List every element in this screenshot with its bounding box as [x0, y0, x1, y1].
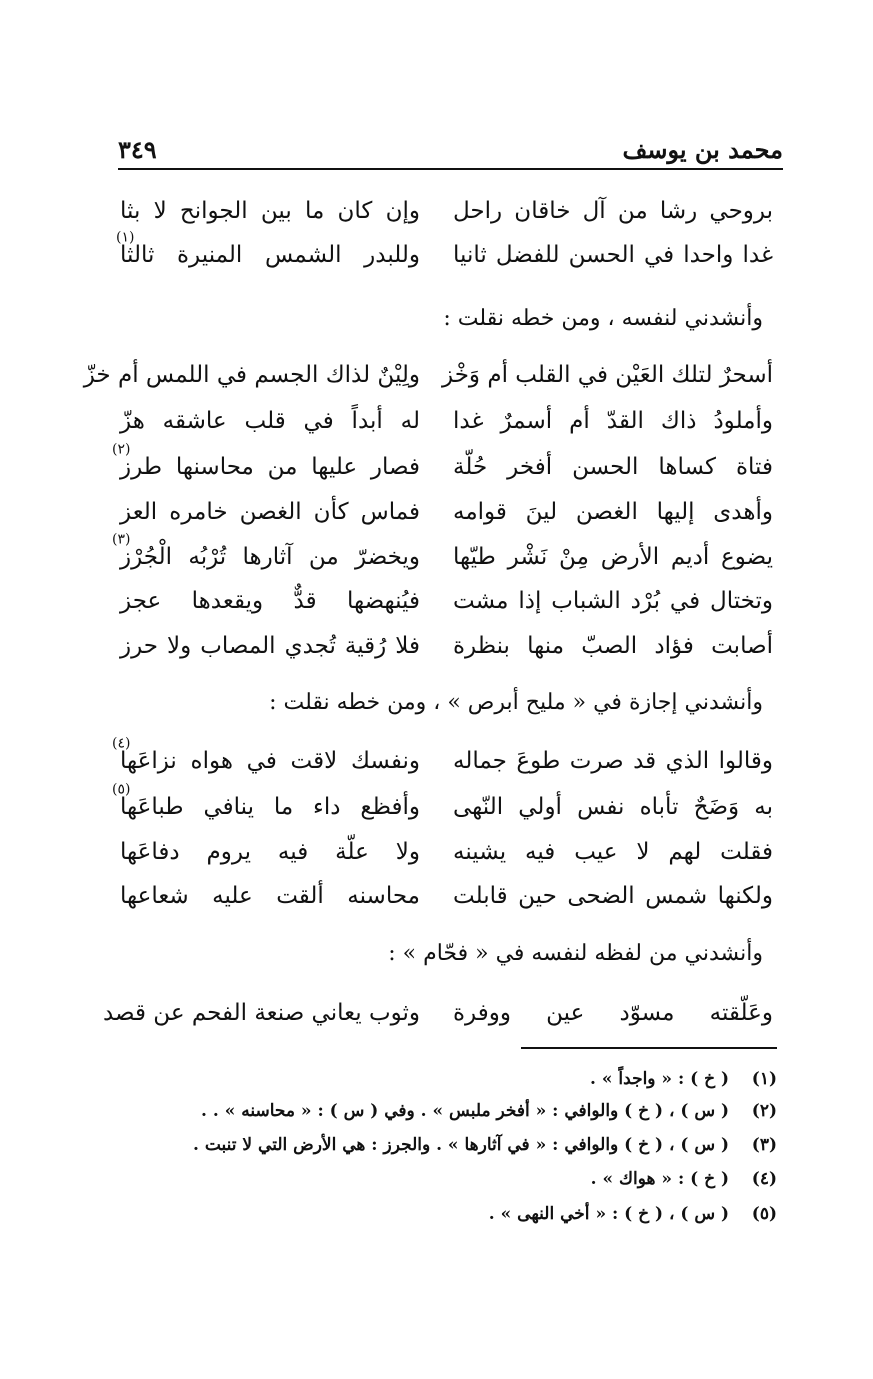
footnote [201, 1100, 777, 1122]
footnote-number: (٥) [751, 1204, 777, 1224]
footnote-separator [521, 1047, 777, 1049]
footnote [193, 1134, 777, 1156]
footnote-marker: (٤) [112, 735, 131, 752]
footnote-text: ( س ) ، ( خ ) والوافي : « في آثارها » . والجرز : هي الأرض التي لا تنبت . [192, 1135, 730, 1155]
verse-right-hemistich: وقالوا الذي قد صرت طوعَ جماله [453, 748, 773, 774]
verse-right-hemistich: به وَضَحٌ تأباه نفس أولي النّهى [453, 794, 773, 820]
footnote-marker: (٣) [112, 531, 131, 548]
footnote-text: ( خ ) : « واجداً » . [590, 1069, 730, 1089]
verse-right-hemistich: غدا واحدا في الحسن للفضل ثانيا [453, 242, 773, 268]
running-header [118, 128, 783, 170]
footnote [489, 1203, 777, 1225]
verse-left-hemistich: فماس كأن الغصن خامره العز [120, 499, 420, 525]
verse-left-hemistich: وإن كان ما بين الجوانح لا بثا [120, 198, 420, 224]
verse-right-hemistich: أصابت فؤاد الصبّ منها بنظرة [453, 633, 773, 659]
verse-right-hemistich: وأملودُ ذاك القدّ أم أسمرٌ غدا [453, 408, 773, 434]
verse-right-hemistich: وأهدى إليها الغصن لينَ قوامه [453, 499, 773, 525]
verse-right-hemistich: فقلت لهم لا عيب فيه يشينه [453, 839, 773, 865]
poem-intro: وأنشدني من لفظه لنفسه في « فحّام » : [388, 941, 763, 966]
verse-left-hemistich: ولا علّة فيه يروم دفاعَها [120, 839, 420, 865]
poem-intro: وأنشدني إجازة في « مليح أبرص » ، ومن خطه نقلت : [269, 690, 763, 715]
verse-left-hemistich: ونفسك لاقت في هواه نزاعَها [120, 748, 420, 774]
footnote-marker: (٢) [112, 441, 131, 458]
verse-right-hemistich: وتختال في بُرْد الشباب إذا مشت [453, 588, 773, 614]
verse-left-hemistich: وأفظع داء ما ينافي طباعَها [120, 794, 420, 820]
verse-left-hemistich: فصار عليها من محاسنها طرز [120, 454, 420, 480]
verse-right-hemistich: أسحرٌ لتلك العَيْن في القلب أم وَخْز [442, 362, 773, 388]
verse-left-hemistich: محاسنه ألقت عليه شعاعها [120, 883, 420, 909]
footnote-text: ( س ) ، ( خ ) والوافي : « أفخر ملبس » . وفي ( س ) : « محاسنه » . . [201, 1101, 730, 1121]
verse-right-hemistich: وعَلّقته مسوّد عين ووفرة [453, 1000, 773, 1026]
verse-right-hemistich: بروحي رشا من آل خاقان راحل [453, 198, 773, 224]
running-title: محمد بن يوسف [622, 135, 783, 164]
verse-left-hemistich: ويخضرّ من آثارها تُرْبُه الْجُرْز [120, 544, 420, 570]
verse-right-hemistich: فتاة كساها الحسن أفخر حُلّة [453, 454, 773, 480]
verse-left-hemistich: فيُنهضها قدٌّ ويقعدها عجز [120, 588, 420, 614]
verse-left-hemistich: له أبداً في قلب عاشقه هزّ [120, 408, 420, 434]
footnote-number: (٣) [751, 1135, 777, 1155]
page-number: ٣٤٩ [118, 135, 157, 164]
verse-left-hemistich: وثوب يعاني صنعة الفحم عن قصد [102, 1000, 420, 1026]
verse-right-hemistich: يضوع أديم الأرض مِنْ نَشْر طيّها [453, 544, 773, 570]
footnote-text: ( س ) ، ( خ ) : « أخي النهى » . [488, 1204, 730, 1224]
verse-left-hemistich: وللبدر الشمس المنيرة ثالثا [120, 242, 420, 268]
footnote-marker: (١) [116, 229, 135, 246]
verse-left-hemistich: ولِيْنٌ لذاك الجسم في اللمس أم خزّ [83, 362, 420, 388]
verse-left-hemistich: فلا رُقية تُجدي المصاب ولا حرز [120, 633, 420, 659]
verse-right-hemistich: ولكنها شمس الضحى حين قابلت [453, 883, 773, 909]
poem-intro: وأنشدني لنفسه ، ومن خطه نقلت : [443, 306, 763, 331]
footnote-number: (١) [751, 1069, 777, 1089]
footnote [591, 1168, 777, 1190]
footnote-text: ( خ ) : « هواك » . [590, 1169, 730, 1189]
footnote [590, 1068, 777, 1090]
footnote-number: (٢) [751, 1101, 777, 1121]
footnote-number: (٤) [751, 1169, 777, 1189]
footnote-marker: (٥) [112, 781, 131, 798]
